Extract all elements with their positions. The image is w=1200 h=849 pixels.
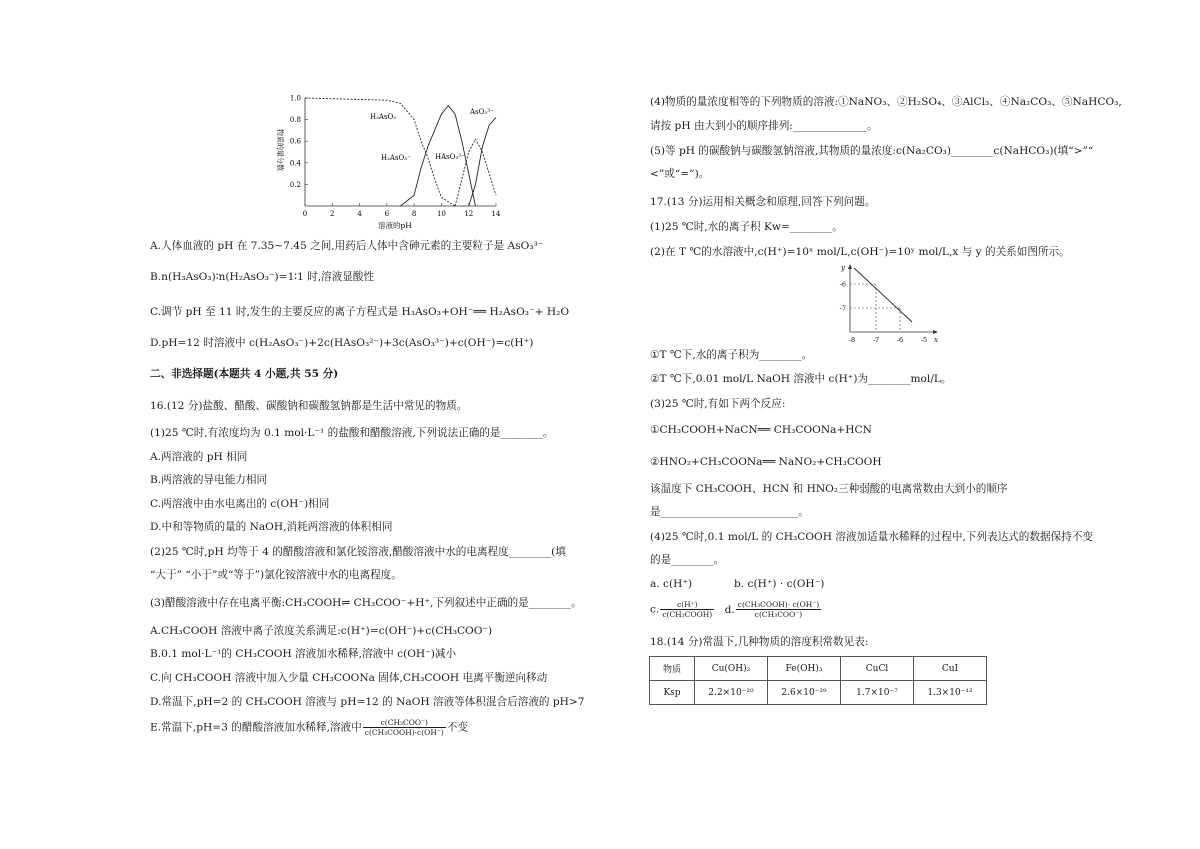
x-tick-label: -6 <box>896 336 904 344</box>
table-cell: 2.6×10⁻³⁹ <box>768 681 841 705</box>
question-16-3: (3)醋酸溶液中存在电离平衡:CH₃COOH⇌ CH₃COO⁻+H⁺,下列叙述中正确的是________。 <box>150 597 582 609</box>
question-16: 16.(12 分)盐酸、醋酸、碳酸钠和碳酸氢钠都是生活中常见的物质。 <box>150 400 468 412</box>
table-header-row <box>650 657 987 681</box>
x-tick-label: -8 <box>848 336 856 344</box>
option-d-denominator: c(CH₃COO⁻) <box>754 610 803 619</box>
x-tick-label: 12 <box>464 210 474 218</box>
question-16-1-option-d: D.中和等物质的量的 NaOH,消耗两溶液的体积相同 <box>150 521 393 533</box>
xy-relationship-chart <box>832 262 942 346</box>
option-d-letter: d. <box>724 603 735 616</box>
question-17-3: (3)25 ℃时,有如下两个反应: <box>650 398 786 410</box>
option-e-tail: 不变 <box>446 721 468 734</box>
label-h3aso3: H₃AsO₃ <box>370 113 397 121</box>
table-row <box>650 681 987 705</box>
section-heading: 二、非选择题(本题共 4 小题,共 55 分) <box>150 368 339 380</box>
question-16-1-option-b: B.两溶液的导电能力相同 <box>150 474 268 486</box>
question-16-3-option-b: B.0.1 mol·L⁻¹的 CH₃COOH 溶液加水稀释,溶液中 c(OH⁻)减小 <box>150 648 457 660</box>
option-b: B.n(H₃AsO₃)∶n(H₂AsO₃⁻)=1∶1 时,溶液显酸性 <box>150 271 375 283</box>
option-d-fraction <box>736 600 821 619</box>
x-axis-label: 溶液的pH <box>378 221 412 230</box>
question-16-3-option-d: D.常温下,pH=2 的 CH₃COOH 溶液与 pH=12 的 NaOH 溶液等体积混合后溶液的 pH>7 <box>150 696 585 708</box>
question-16-4: (4)物质的量浓度相等的下列物质的溶液:①NaNO₃、②H₂SO₄、③AlCl₃、④Na₂CO₃、⑤NaHCO₃, <box>650 96 1122 108</box>
x-tick-label: 6 <box>384 210 390 218</box>
x-tick-label: 4 <box>357 210 362 218</box>
question-17-2-1: ①T ℃下,水的离子积为________。 <box>650 349 813 361</box>
y-tick-label: -7 <box>839 304 846 313</box>
question-17-2-2: ②T ℃下,0.01 mol/L NaOH 溶液中 c(H⁺)为________mol/L。 <box>650 373 952 385</box>
species-distribution-chart <box>270 88 510 236</box>
option-c: C.调节 pH 至 11 时,发生的主要反应的离子方程式是 H₃AsO₃+OH⁻══ H₂AsO₃⁻+ H₂O <box>150 306 570 318</box>
x-tick-label: 8 <box>411 210 417 218</box>
x-tick-label: 0 <box>302 210 308 218</box>
question-16-5: (5)等 pH 的碳酸钠与碳酸氢钠溶液,其物质的量浓度:c(Na₂CO₃)________c(NaHCO₃)(填“>”“ <box>650 145 1094 157</box>
reaction-1: ①CH₃COOH+NaCN══ CH₃COONa+HCN <box>650 424 872 436</box>
table-header-cell: CuI <box>914 657 987 681</box>
question-16-3-option-e <box>150 718 468 737</box>
y-tick-label: 1.0 <box>289 94 301 103</box>
y-tick-label: 0.4 <box>289 159 301 168</box>
table-cell: 1.7×10⁻⁷ <box>841 681 914 705</box>
question-16-3-option-a: A.CH₃COOH 溶液中离子浓度关系满足:c(H⁺)=c(OH⁻)+c(CH₃COO⁻) <box>150 625 493 637</box>
option-c-denominator: c(CH₃COOH) <box>662 610 713 619</box>
table-header-cell: Cu(OH)₂ <box>695 657 768 681</box>
table-cell: Ksp <box>650 681 695 705</box>
question-16-1-option-a: A.两溶液的 pH 相同 <box>150 451 248 463</box>
option-d-numerator: c(CH₃COOH)· c(OH⁻) <box>737 600 820 609</box>
series-line-2 <box>455 139 496 206</box>
question-17-1: (1)25 ℃时,水的离子积 Kw=________。 <box>650 221 843 233</box>
question-17-4-option-a: a. c(H⁺) <box>650 578 693 590</box>
y-axis-name: y <box>841 264 845 272</box>
option-e-fraction <box>363 718 446 737</box>
ksp-table <box>649 656 987 705</box>
question-17-4: (4)25 ℃时,0.1 mol/L 的 CH₃COOH 溶液加适量水稀释的过程中,下列表达式的数据保持不变 <box>650 531 1093 543</box>
x-axis-arrow <box>933 330 938 334</box>
option-c-fraction <box>660 600 714 619</box>
question-17-2: (2)在 T ℃的水溶液中,c(H⁺)=10ˣ mol/L,c(OH⁻)=10ʸ mol/L,x 与 y 的关系如图所示。 <box>650 246 1070 258</box>
reaction-2: ②HNO₂+CH₃COONa══ NaNO₂+CH₃COOH <box>650 456 882 468</box>
question-16-5-cont: <”或“=”)。 <box>650 168 710 180</box>
y-tick-label: 0.6 <box>289 137 301 146</box>
y-tick-label: 0.8 <box>289 116 301 125</box>
question-17-4-option-b: b. c(H⁺) · c(OH⁻) <box>734 578 825 590</box>
label-aso3: AsO₃³⁻ <box>470 108 494 116</box>
question-16-1-option-c: C.两溶液中由水电离出的 c(OH⁻)相同 <box>150 498 330 510</box>
table-header-cell: CuCl <box>841 657 914 681</box>
table-cell: 1.3×10⁻¹² <box>914 681 987 705</box>
x-tick-label: 14 <box>491 210 501 218</box>
y-axis-arrow <box>848 264 852 269</box>
question-18: 18.(14 分)常温下,几种物质的溶度积常数见表: <box>650 636 869 648</box>
table-header-cell: 物质 <box>650 657 695 681</box>
y-tick-label: 0.2 <box>289 180 301 189</box>
question-17-3-prompt: 该温度下 CH₃COOH、HCN 和 HNO₂三种弱酸的电离常数由大到小的顺序 <box>650 483 1008 495</box>
question-17: 17.(13 分)运用相关概念和原理,回答下列问题。 <box>650 196 876 208</box>
question-17-4-option-c <box>650 600 822 619</box>
label-haso3: HAsO₃²⁻ <box>435 153 465 161</box>
question-17-4-cont: 的是________。 <box>650 554 725 566</box>
option-c-numerator: c(H⁺) <box>660 600 714 610</box>
question-16-4-cont: 请按 pH 由大到小的顺序排列:______________。 <box>650 120 878 132</box>
x-axis-name: x <box>934 336 938 344</box>
x-tick-label: -7 <box>872 336 880 344</box>
question-16-2-cont: “大于” “小于”或“等于”)氯化铵溶液中水的电离程度。 <box>150 569 402 581</box>
option-d: D.pH=12 时溶液中 c(H₂AsO₃⁻)+2c(HAsO₃²⁻)+3c(AsO₃³⁻)+c(OH⁻)=c(H⁺) <box>150 337 534 349</box>
x-tick-label: 2 <box>330 210 335 218</box>
question-16-2: (2)25 ℃时,pH 均等于 4 的醋酸溶液和氯化铵溶液,醋酸溶液中水的电离程度________(填 <box>150 546 566 558</box>
option-e-denominator: c(CH₃COOH)·c(OH⁻) <box>364 728 444 737</box>
relationship-line <box>854 268 912 322</box>
y-tick-label: -6 <box>839 280 846 289</box>
x-tick-label: -5 <box>920 336 928 344</box>
option-e-numerator: c(CH₃COO⁻) <box>363 718 446 728</box>
question-17-3-blank: 是__________________________。 <box>650 506 809 518</box>
table-cell: 2.2×10⁻²⁰ <box>695 681 768 705</box>
table-header-cell: Fe(OH)₃ <box>768 657 841 681</box>
option-e-text: E.常温下,pH=3 的醋酸溶液加水稀释,溶液中 <box>150 721 362 734</box>
x-tick-label: 10 <box>436 210 446 218</box>
right-column <box>600 0 1200 849</box>
question-16-3-option-c: C.向 CH₃COOH 溶液中加入少量 CH₃COONa 固体,CH₃COOH 电离平衡逆向移动 <box>150 672 548 684</box>
question-16-1: (1)25 ℃时,有浓度均为 0.1 mol·L⁻¹ 的盐酸和醋酸溶液,下列说法正确的是________。 <box>150 427 554 439</box>
option-c-letter: c. <box>650 603 660 616</box>
y-axis-label: 物质的量分数 <box>276 129 284 171</box>
series-line-3 <box>469 117 496 206</box>
option-a: A.人体血液的 pH 在 7.35~7.45 之间,用药后人体中含砷元素的主要粒子是 AsO₃³⁻ <box>150 240 544 252</box>
label-h2aso3: H₂AsO₃⁻ <box>381 154 411 162</box>
